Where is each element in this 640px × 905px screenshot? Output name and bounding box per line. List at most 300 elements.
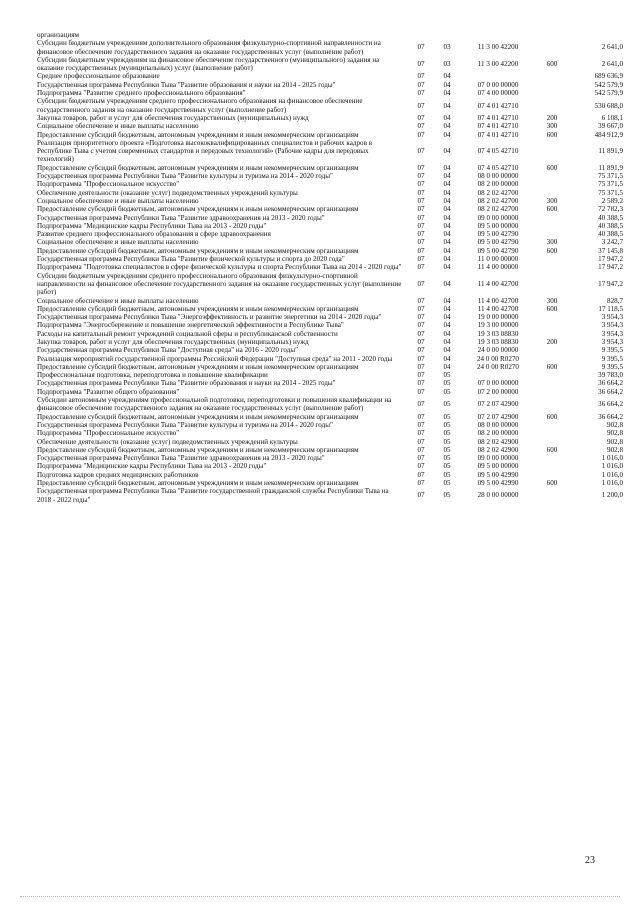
table-row [37, 413, 623, 421]
expense-type-cell [537, 421, 567, 429]
expense-type-cell [537, 255, 567, 263]
row-name-cell: Предоставление субсидий бюджетным, автономным учреждениям и иным некоммерческим организациям [37, 445, 359, 454]
table-row [37, 189, 623, 197]
subsection-code-cell: 04 [443, 188, 451, 197]
section-code-cell: 07 [417, 147, 425, 156]
target-article-cell: 08 2 02 42700 [477, 205, 519, 214]
amount-cell: 1 016,0 [601, 454, 623, 463]
subsection-code-cell: 03 [443, 43, 451, 52]
subsection-code-cell: 04 [443, 172, 451, 181]
row-name-cell: Субсидии бюджетным учреждениям дополнительного образования физкультурно-спортивной направленности на финансовое обеспечение государственного задания на оказание государственных услуг (выполнение работ) [37, 39, 381, 56]
target-article-cell: 09 5 00 00000 [477, 462, 519, 471]
amount-cell: 75 371,5 [598, 172, 623, 181]
table-row [37, 388, 623, 396]
amount-cell: 1 200,0 [601, 491, 623, 500]
row-name-cell: Предоставление субсидий бюджетным, автономным учреждениям и иным некоммерческим организациям [37, 304, 359, 313]
amount-cell: 902,8 [607, 445, 623, 454]
section-code-cell: 07 [417, 420, 425, 429]
row-name-cell: Социальное обеспечение и иные выплаты населению [37, 238, 199, 247]
table-row [37, 305, 623, 313]
amount-cell: 902,8 [607, 437, 623, 446]
amount-cell: 3 954,3 [601, 337, 623, 346]
target-article-cell: 09 5 00 42790 [477, 246, 519, 255]
subsection-code-cell: 04 [443, 304, 451, 313]
amount-cell: 72 782,3 [598, 205, 623, 214]
table-row [37, 247, 623, 255]
section-code-cell: 07 [417, 371, 425, 380]
amount-cell: 11 891,9 [598, 163, 623, 172]
section-code-cell: 07 [417, 89, 425, 98]
expense-type-cell [537, 438, 567, 446]
subsection-code-cell: 05 [443, 454, 451, 463]
target-article-cell: 11 3 00 42200 [477, 60, 519, 69]
subsection-code-cell: 04 [443, 221, 451, 230]
target-article-cell: 08 2 02 42700 [477, 196, 519, 205]
row-name-cell: Субсидии бюджетным учреждениям среднего профессионального образования на финансовое обеспечение государственного задания на оказание государственных услуг (выполнение работ) [37, 97, 363, 114]
amount-cell: 36 664,2 [598, 412, 623, 421]
section-code-cell: 07 [417, 313, 425, 322]
section-code-cell: 07 [417, 101, 425, 110]
row-name-cell: Предоставление субсидий бюджетным, автономным учреждениям и иным некоммерческим организациям [37, 362, 359, 371]
target-article-cell: 09 0 00 00000 [477, 213, 519, 222]
row-name-cell: Предоставление субсидий бюджетным, автономным учреждениям и иным некоммерческим организациям [37, 246, 359, 255]
section-code-cell: 07 [417, 387, 425, 396]
subsection-code-cell: 04 [443, 72, 451, 81]
target-article-cell [459, 72, 537, 80]
target-article-cell: 07 2 07 42900 [477, 412, 519, 421]
expense-type-cell [537, 172, 567, 180]
subsection-code-cell: 03 [443, 60, 451, 69]
amount-cell: 484 912,9 [594, 130, 623, 139]
table-row [37, 164, 623, 172]
budget-table [37, 31, 623, 504]
target-article-cell: 09 5 00 00000 [477, 221, 519, 230]
row-name-cell: Государственная программа Республики Тыва "Развитие образования и науки на 2014 - 2025 годы" [37, 80, 336, 89]
target-article-cell: 08 2 02 42900 [477, 445, 519, 454]
row-name-cell: Подпрограмма "Профессиональное искусство" [37, 429, 180, 438]
table-row [37, 379, 623, 387]
table-row [37, 479, 623, 487]
amount-cell: 75 371,5 [598, 188, 623, 197]
section-code-cell: 07 [417, 130, 425, 139]
table-row [37, 139, 623, 164]
expense-type-cell [537, 272, 567, 297]
section-code-cell: 07 [417, 255, 425, 264]
amount-cell: 37 145,8 [598, 246, 623, 255]
row-name-cell: Подпрограмма "Медицинские кадры Республики Тыва на 2013 - 2020 годы" [37, 221, 267, 230]
row-name-cell: Предоставление субсидий бюджетным, автономным учреждениям и иным некоммерческим организациям [37, 163, 359, 172]
row-name-cell: Государственная программа Республики Тыва "Развитие государственной гражданской службы Республики Тыва на 2018 - 2022 годы" [37, 487, 389, 504]
row-name-cell: Государственная программа Республики Тыва "Развитие образования и науки на 2014 - 2025 годы" [37, 379, 336, 388]
subsection-code-cell: 04 [443, 80, 451, 89]
expense-type-cell [537, 39, 567, 56]
subsection-code-cell: 04 [443, 346, 451, 355]
target-article-cell: 11 4 00 42700 [477, 279, 519, 288]
amount-cell: 3 954,3 [601, 321, 623, 330]
expense-type-cell: 300 [546, 296, 558, 305]
expense-type-cell [537, 214, 567, 222]
row-name-cell: Социальное обеспечение и иные выплаты населению [37, 122, 199, 131]
table-row [37, 205, 623, 213]
subsection-code-cell: 05 [443, 445, 451, 454]
target-article-cell: 07 4 05 42710 [477, 163, 519, 172]
subsection-code-cell: 05 [443, 420, 451, 429]
target-article-cell: 07 4 01 42710 [477, 122, 519, 131]
target-article-cell: 07 2 07 42900 [477, 400, 519, 409]
target-article-cell: 11 4 00 42700 [477, 304, 519, 313]
budget-table-page [37, 31, 623, 504]
target-article-cell: 11 3 00 42200 [477, 43, 519, 52]
target-article-cell: 07 2 00 00000 [477, 387, 519, 396]
section-code-cell: 07 [417, 60, 425, 69]
section-code-cell: 07 [417, 337, 425, 346]
target-article-cell: 11 4 00 00000 [477, 263, 519, 272]
expense-type-cell: 600 [546, 445, 558, 454]
table-row [37, 89, 623, 97]
table-row [37, 330, 623, 338]
target-article-cell: 24 0 00 R0270 [477, 354, 519, 363]
subsection-code-cell: 05 [443, 491, 451, 500]
section-code-cell: 07 [417, 491, 425, 500]
amount-cell: 17 947,2 [598, 263, 623, 272]
table-row [37, 371, 623, 379]
expense-type-cell: 300 [546, 122, 558, 131]
section-code-cell: 07 [417, 479, 425, 488]
row-name-cell: Обеспечение деятельности (оказание услуг) подведомственных учреждений культуры [37, 437, 298, 446]
expense-type-cell: 200 [546, 337, 558, 346]
section-code-cell: 07 [417, 180, 425, 189]
target-article-cell: 19 3 03 08830 [477, 329, 519, 338]
subsection-code-cell: 04 [443, 196, 451, 205]
expense-type-cell: 600 [546, 60, 558, 69]
subsection-code-cell: 04 [443, 337, 451, 346]
expense-type-cell [537, 355, 567, 363]
row-name-cell: Подпрограмма "Развитие среднего профессионального образования" [37, 89, 246, 98]
row-name-cell: Государственная программа Республики Тыва "Развитие культуры и туризма на 2014 - 2020 годы" [37, 420, 333, 429]
expense-type-cell [537, 454, 567, 462]
subsection-code-cell: 05 [443, 412, 451, 421]
table-row [37, 230, 623, 238]
amount-cell: 11 891,9 [598, 147, 623, 156]
expense-type-cell: 600 [546, 362, 558, 371]
subsection-code-cell: 04 [443, 230, 451, 239]
subsection-code-cell: 04 [443, 329, 451, 338]
subsection-code-cell: 04 [443, 313, 451, 322]
expense-type-cell: 600 [546, 412, 558, 421]
section-code-cell: 07 [417, 221, 425, 230]
table-row [37, 31, 623, 39]
subsection-code-cell: 05 [443, 387, 451, 396]
table-row [37, 180, 623, 188]
amount-cell: 828,7 [607, 296, 623, 305]
section-code-cell: 07 [417, 400, 425, 409]
row-name-cell: Субсидии бюджетным учреждениям на финансовое обеспечение государственного (муниципального) задания на оказание государственных (муниципальных) услуг (выполнение работ) [37, 55, 380, 73]
subsection-code-cell: 04 [443, 362, 451, 371]
expense-type-cell [537, 462, 567, 470]
subsection-code-cell: 04 [443, 122, 451, 131]
table-row [37, 429, 623, 437]
row-name-cell: Подпрограмма "Развитие общего образования" [37, 387, 180, 396]
expense-type-cell [537, 330, 567, 338]
table-row [37, 421, 623, 429]
section-code-cell: 07 [417, 230, 425, 239]
expense-type-cell [537, 429, 567, 437]
table-row [37, 297, 623, 305]
table-row [37, 272, 623, 297]
row-name-cell: Предоставление субсидий бюджетным, автономным учреждениям и иным некоммерческим организациям [37, 412, 359, 421]
table-row [37, 462, 623, 470]
row-name-cell: Государственная программа Республики Тыва "Развитие физической культуры и спорта до 2020 года" [37, 255, 345, 264]
amount-cell: 36 664,2 [598, 400, 623, 409]
section-code-cell: 07 [417, 213, 425, 222]
table-row [37, 255, 623, 263]
section-code-cell: 07 [417, 80, 425, 89]
target-article-cell: 24 0 00 R0270 [477, 362, 519, 371]
amount-cell: 530 688,0 [594, 101, 623, 110]
target-article-cell: 24 0 00 00000 [477, 346, 519, 355]
row-name-cell: Государственная программа Республики Тыва "Развитие здравоохранения на 2013 - 2020 годы" [37, 213, 325, 222]
table-row [37, 355, 623, 363]
target-article-cell: 08 2 00 00000 [477, 429, 519, 438]
expense-type-cell [537, 72, 567, 80]
section-code-cell: 07 [417, 188, 425, 197]
table-row [37, 346, 623, 354]
row-name-cell: Развитие среднего профессионального образования в сфере здравоохранения [37, 230, 271, 239]
row-name-cell: Государственная программа Республики Тыва "Доступная среда" на 2016 - 2020 годы" [37, 346, 299, 355]
target-article-cell: 07 0 00 00000 [477, 80, 519, 89]
amount-cell: 17 947,2 [598, 255, 623, 264]
subsection-code-cell: 04 [443, 321, 451, 330]
section-code-cell: 07 [417, 445, 425, 454]
expense-type-cell [537, 471, 567, 479]
subsection-code-cell: 04 [443, 246, 451, 255]
table-row [37, 222, 623, 230]
subsection-code-cell: 04 [443, 279, 451, 288]
subsection-code-cell: 05 [443, 429, 451, 438]
expense-type-cell [537, 263, 567, 271]
expense-type-cell [537, 487, 567, 504]
section-code-cell: 07 [417, 470, 425, 479]
row-name-cell: организациям [37, 31, 80, 39]
table-row [37, 131, 623, 139]
section-code-cell: 07 [417, 429, 425, 438]
subsection-code-cell [435, 31, 459, 39]
target-article-cell: 07 4 01 42710 [477, 101, 519, 110]
row-name-cell: Социальное обеспечение и иные выплаты населению [37, 196, 199, 205]
row-name-cell: Подпрограмма "Медицинские кадры Республики Тыва на 2013 - 2020 годы" [37, 462, 267, 471]
row-name-cell: Субсидии бюджетным учреждениям среднего профессионального образования физкультурно-спортивной направленности на финансовое обеспечение государственного задания на оказание государственных услуг (выполнение работ) [37, 271, 402, 297]
amount-cell: 9 395,5 [601, 346, 623, 355]
expense-type-cell [537, 81, 567, 89]
target-article-cell: 09 5 00 42990 [477, 479, 519, 488]
row-name-cell: Социальное обеспечение и иные выплаты населению [37, 296, 199, 305]
budget-table-body [37, 31, 623, 504]
amount-cell: 902,8 [607, 429, 623, 438]
section-code-cell: 07 [417, 122, 425, 131]
subsection-code-cell: 05 [443, 470, 451, 479]
table-row [37, 313, 623, 321]
section-code-cell: 07 [417, 304, 425, 313]
amount-cell: 542 579,9 [594, 89, 623, 98]
table-row [37, 56, 623, 73]
amount-cell: 3 954,3 [601, 313, 623, 322]
target-article-cell: 07 4 00 00000 [477, 89, 519, 98]
amount-cell: 36 664,2 [598, 379, 623, 388]
table-row [37, 487, 623, 504]
section-code-cell: 07 [417, 454, 425, 463]
section-code-cell: 07 [417, 354, 425, 363]
row-name-cell: Предоставление субсидий бюджетным, автономным учреждениям и иным некоммерческим организациям [37, 205, 359, 214]
section-code-cell: 07 [417, 462, 425, 471]
row-name-cell: Профессиональная подготовка, переподготовка и повышение квалификации [37, 371, 268, 380]
table-row [37, 72, 623, 80]
target-article-cell: 07 4 05 42710 [477, 147, 519, 156]
expense-type-cell [537, 321, 567, 329]
table-row [37, 97, 623, 114]
row-name-cell: Подготовка кадров средних медицинских работников [37, 470, 199, 479]
section-code-cell: 07 [417, 346, 425, 355]
table-row [37, 114, 623, 122]
table-row [37, 446, 623, 454]
target-article-cell: 08 2 02 42900 [477, 437, 519, 446]
amount-cell: 17 947,2 [598, 279, 623, 288]
section-code-cell: 07 [417, 412, 425, 421]
row-name-cell: Расходы на капитальный ремонт учреждений социальной сферы и республиканской собственности [37, 329, 338, 338]
row-name-cell: Государственная программа Республики Тыва "Энергоэффективность и развитие энергетики на 2014 - 2020 годы" [37, 313, 382, 322]
subsection-code-cell: 05 [443, 437, 451, 446]
amount-cell: 9 395,5 [601, 354, 623, 363]
section-code-cell: 07 [417, 172, 425, 181]
subsection-code-cell: 04 [443, 147, 451, 156]
expense-type-cell [537, 396, 567, 413]
expense-type-cell: 300 [546, 238, 558, 247]
target-article-cell: 09 5 00 42990 [477, 470, 519, 479]
amount-cell: 1 016,0 [601, 470, 623, 479]
row-name-cell: Закупка товаров, работ и услуг для обеспечения государственных (муниципальных) нужд [37, 113, 309, 122]
expense-type-cell [537, 139, 567, 164]
section-code-cell: 07 [417, 321, 425, 330]
target-article-cell: 09 5 00 42790 [477, 238, 519, 247]
target-article-cell [459, 31, 537, 39]
section-code-cell: 07 [417, 437, 425, 446]
amount-cell: 3 242,7 [601, 238, 623, 247]
amount-cell: 1 016,0 [601, 462, 623, 471]
expense-type-cell [537, 189, 567, 197]
section-code-cell: 07 [417, 72, 425, 81]
expense-type-cell: 600 [546, 130, 558, 139]
row-name-cell: Среднее профессиональное образование [37, 72, 160, 81]
section-code-cell: 07 [417, 238, 425, 247]
amount-cell: 2 641,0 [601, 60, 623, 69]
row-name-cell: Подпрограмма "Энергосбережение и повышение энергетической эффективности в Республике Тыва" [37, 321, 344, 330]
amount-cell: 40 388,5 [598, 230, 623, 239]
table-row [37, 438, 623, 446]
expense-type-cell: 600 [546, 163, 558, 172]
expense-type-cell: 600 [546, 304, 558, 313]
section-code-cell [407, 31, 435, 39]
subsection-code-cell: 04 [443, 113, 451, 122]
subsection-code-cell: 05 [443, 462, 451, 471]
amount-cell: 689 636,9 [594, 72, 623, 81]
amount-cell: 902,8 [607, 420, 623, 429]
subsection-code-cell: 05 [443, 400, 451, 409]
table-row [37, 214, 623, 222]
target-article-cell: 11 4 00 42700 [477, 296, 519, 305]
row-name-cell: Реализация мероприятий государственной программы Российской Федерации "Доступная среда" на 2011 - 2020 годы [37, 354, 393, 363]
amount-cell: 1 016,0 [601, 479, 623, 488]
table-row [37, 338, 623, 346]
target-article-cell: 08 2 02 42700 [477, 188, 519, 197]
table-row [37, 122, 623, 130]
expense-type-cell: 600 [546, 246, 558, 255]
expense-type-cell: 600 [546, 479, 558, 488]
row-name-cell: Предоставление субсидий бюджетным, автономным учреждениям и иным некоммерческим организациям [37, 130, 359, 139]
section-code-cell: 07 [417, 263, 425, 272]
section-code-cell: 07 [417, 205, 425, 214]
page-number: 23 [585, 855, 595, 866]
target-article-cell: 19 0 00 00000 [477, 313, 519, 322]
amount-cell: 39 667,0 [598, 122, 623, 131]
row-name-cell: Подпрограмма "Профессиональное искусство" [37, 180, 180, 189]
amount-cell: 40 388,5 [598, 213, 623, 222]
section-code-cell: 07 [417, 379, 425, 388]
amount-cell [567, 31, 623, 39]
target-article-cell: 09 5 00 42790 [477, 230, 519, 239]
row-name-cell: Обеспечение деятельности (оказание услуг) подведомственных учреждений культуры [37, 188, 298, 197]
subsection-code-cell: 05 [443, 479, 451, 488]
section-code-cell: 07 [417, 163, 425, 172]
section-code-cell: 07 [417, 246, 425, 255]
section-code-cell: 07 [417, 296, 425, 305]
table-row [37, 39, 623, 56]
expense-type-cell: 300 [546, 196, 558, 205]
target-article-cell: 11 0 00 00000 [477, 255, 519, 264]
subsection-code-cell: 04 [443, 180, 451, 189]
expense-type-cell [537, 379, 567, 387]
row-name-cell: Реализация приоритетного проекта «Подготовка высококвалифицированных специалистов и рабочих кадров в Республике Тыва с учетом современных стандартов и передовых технологий» (Рабочие кадры для передовых технологий) [37, 138, 373, 164]
amount-cell: 75 371,5 [598, 180, 623, 189]
expense-type-cell: 200 [546, 113, 558, 122]
expense-type-cell [537, 180, 567, 188]
subsection-code-cell: 04 [443, 296, 451, 305]
expense-type-cell: 600 [546, 205, 558, 214]
table-row [37, 263, 623, 271]
section-code-cell: 07 [417, 362, 425, 371]
target-article-cell: 19 3 03 08830 [477, 337, 519, 346]
subsection-code-cell: 04 [443, 263, 451, 272]
amount-cell: 542 579,9 [594, 80, 623, 89]
section-code-cell: 07 [417, 279, 425, 288]
row-name-cell: Субсидии автономным учреждениям профессиональной подготовки, переподготовки и повышения квалификации на финансовое обеспечение государственного задания на оказание государственных услуг (выполнение работ) [37, 396, 392, 413]
target-article-cell: 08 0 00 00000 [477, 172, 519, 181]
subsection-code-cell: 05 [443, 371, 451, 380]
amount-cell: 39 783,0 [598, 371, 623, 380]
table-row [37, 471, 623, 479]
subsection-code-cell: 04 [443, 163, 451, 172]
subsection-code-cell: 04 [443, 101, 451, 110]
expense-type-cell [537, 388, 567, 396]
target-article-cell: 28 0 00 00000 [477, 491, 519, 500]
section-code-cell: 07 [417, 329, 425, 338]
amount-cell: 17 118,5 [598, 304, 623, 313]
amount-cell: 9 395,5 [601, 362, 623, 371]
target-article-cell: 09 0 00 00000 [477, 454, 519, 463]
expense-type-cell [537, 230, 567, 238]
row-name-cell: Государственная программа Республики Тыва "Развитие здравоохранения на 2013 - 2020 годы" [37, 454, 325, 463]
table-row [37, 81, 623, 89]
expense-type-cell [537, 346, 567, 354]
table-row [37, 396, 623, 413]
